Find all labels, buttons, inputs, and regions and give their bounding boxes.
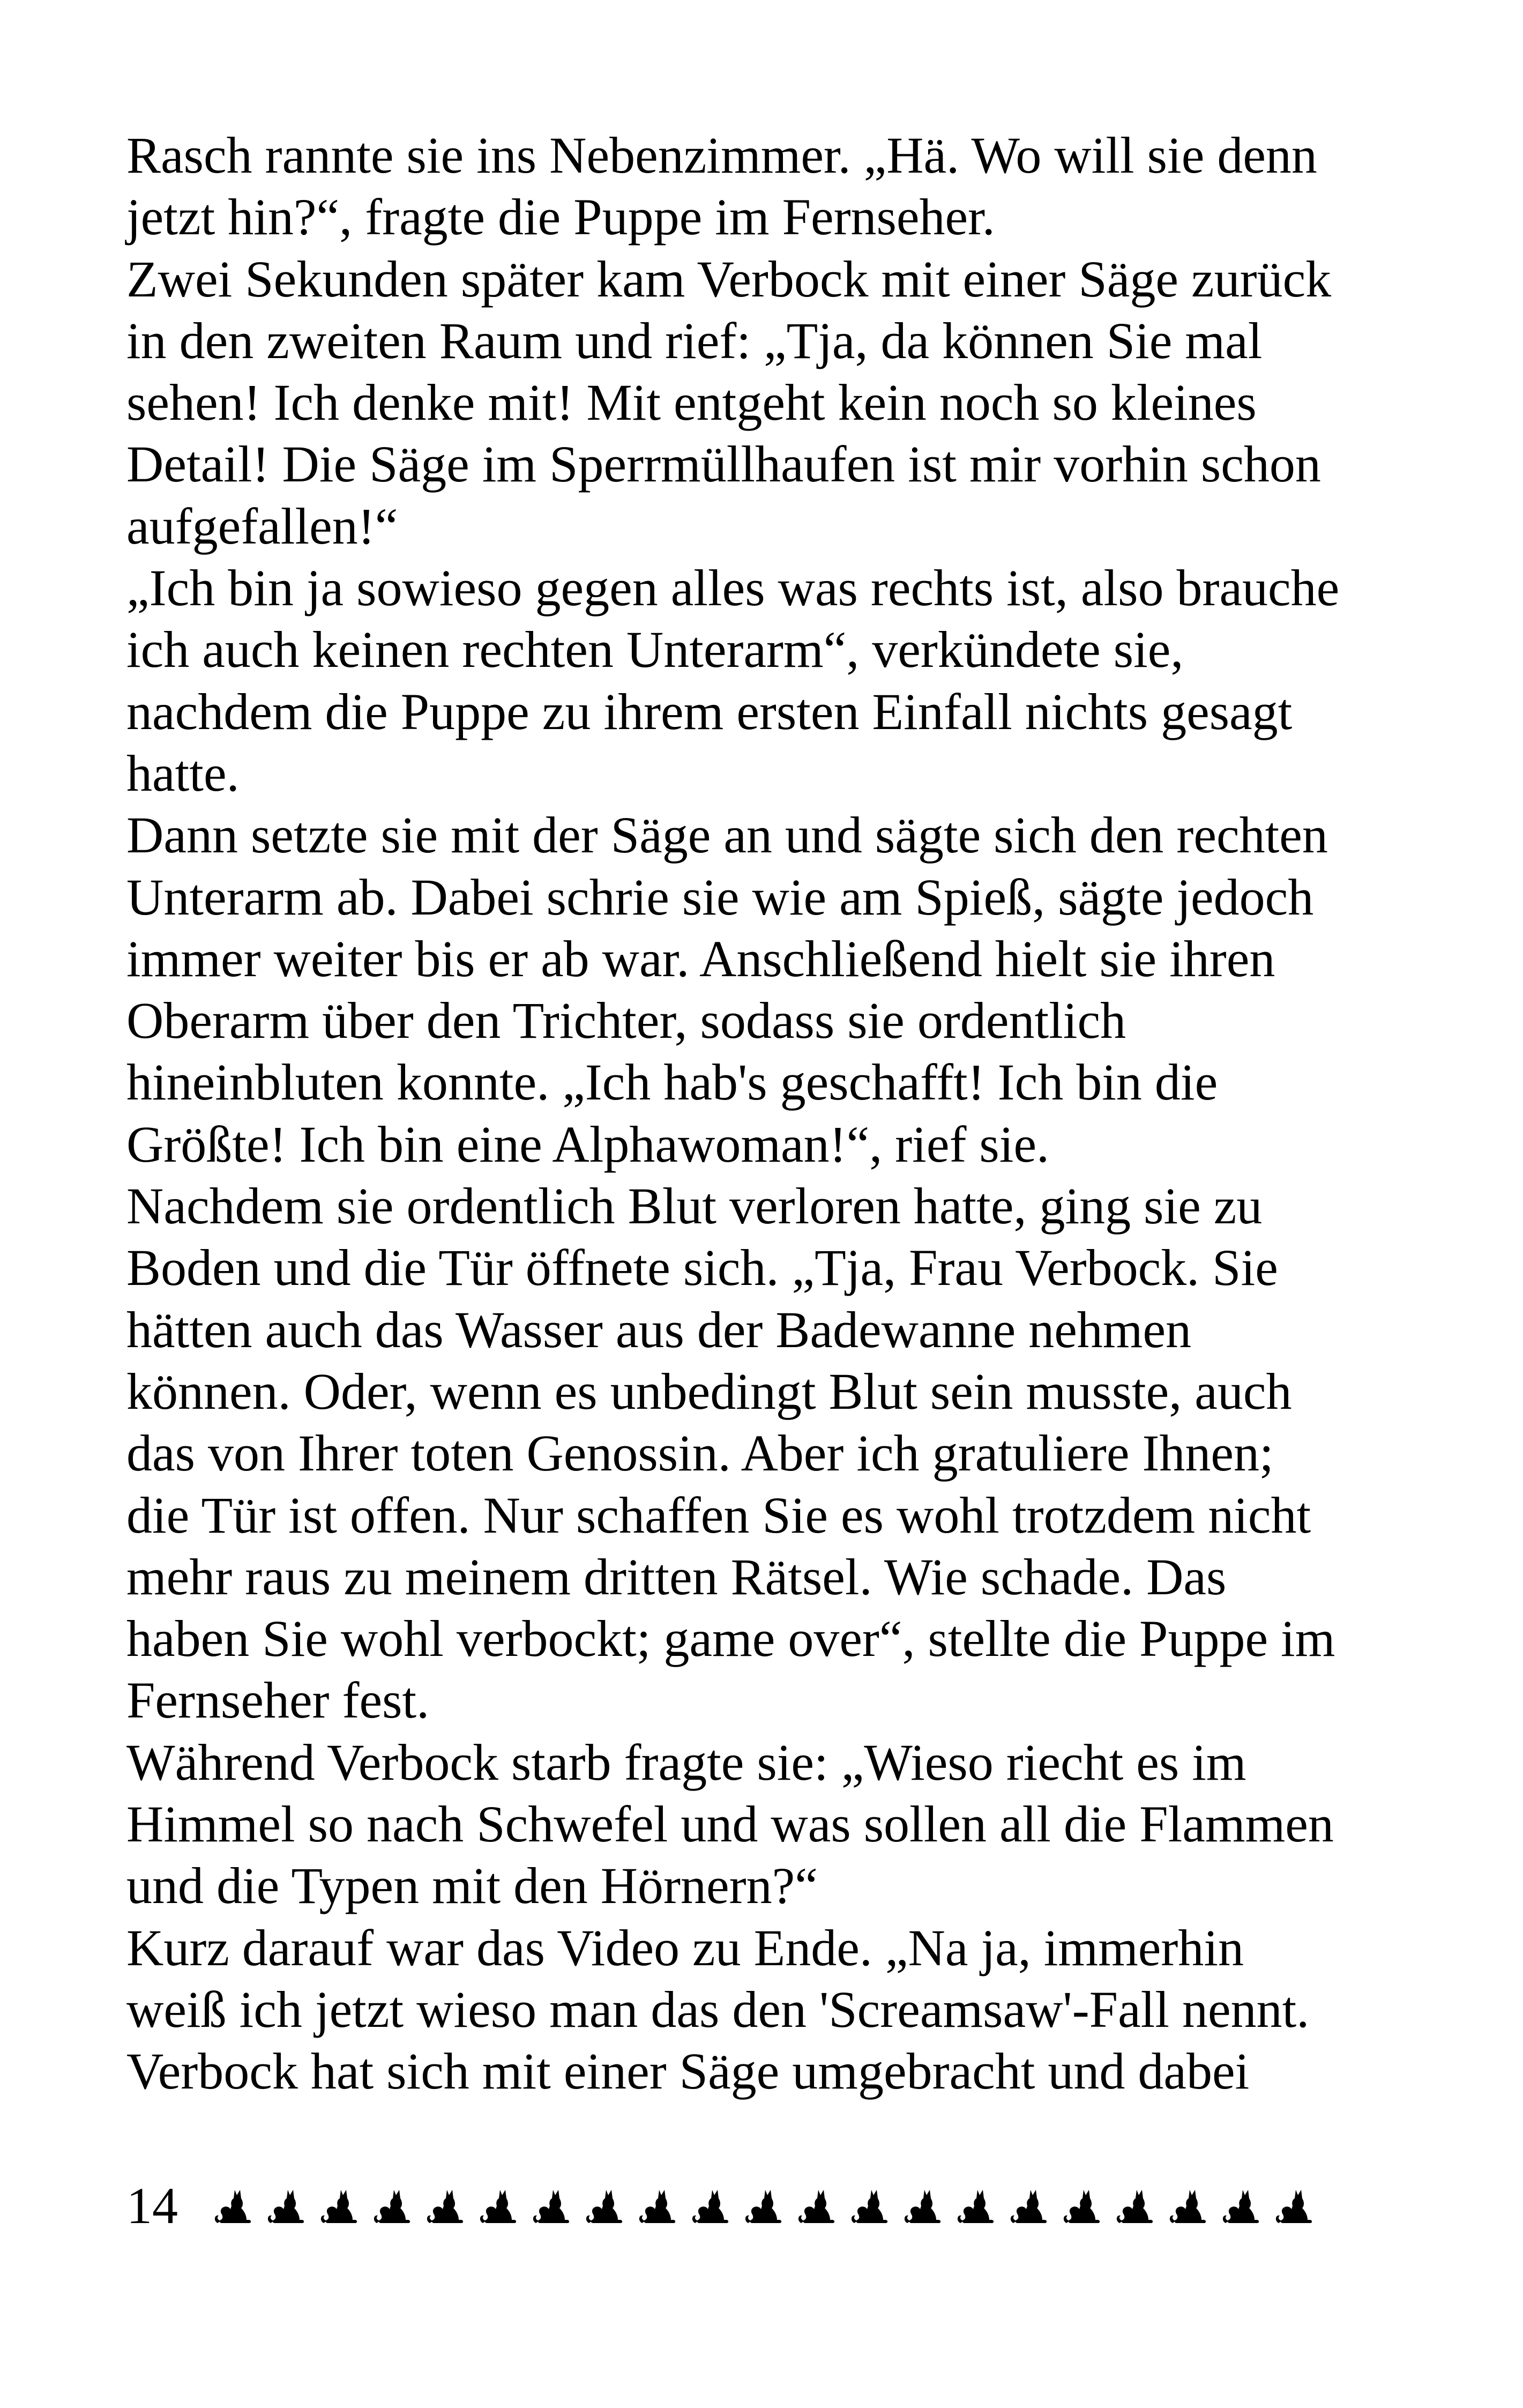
text-line: hätten auch das Wasser aus der Badewanne nehmen [126,1300,1192,1358]
cat-silhouette-icon [1219,2184,1262,2227]
text-line: und die Typen mit den Hörnern?“ [126,1857,818,1915]
text-line: das von Ihrer toten Genossin. Aber ich gratuliere Ihnen; [126,1424,1274,1482]
text-line: weiß ich jetzt wieso man das den 'Screamsaw'-Fall nennt. [126,1980,1310,2038]
text-line: Unterarm ab. Dabei schrie sie wie am Spieß, sägte jedoch [126,868,1314,926]
cat-silhouette-icon [848,2184,891,2227]
text-line: die Tür ist offen. Nur schaffen Sie es wohl trotzdem nicht [126,1486,1311,1544]
cat-silhouette-icon [954,2184,997,2227]
text-line: Während Verbock starb fragte sie: „Wieso riecht es im [126,1733,1246,1791]
cat-silhouette-icon [583,2184,625,2227]
cat-silhouette-icon [742,2184,785,2227]
cat-silhouette-icon [211,2184,254,2227]
text-line: Nachdem sie ordentlich Blut verloren hatte, ging sie zu [126,1177,1263,1235]
text-line: aufgefallen!“ [126,497,398,555]
page-body-text [126,124,1423,2102]
cat-silhouette-icon [423,2184,466,2227]
text-line: Boden und die Tür öffnete sich. „Tja, Frau Verbock. Sie [126,1239,1278,1297]
text-line: ich auch keinen rechten Unterarm“, verkündete sie, [126,621,1184,679]
text-line: Zwei Sekunden später kam Verbock mit einer Säge zurück [126,250,1332,308]
text-line: Größte! Ich bin eine Alphawoman!“, rief sie. [126,1115,1050,1173]
text-line: Himmel so nach Schwefel und was sollen all die Flammen [126,1795,1334,1853]
cat-silhouette-icon [636,2184,678,2227]
text-line: hatte. [126,744,240,802]
cat-silhouette-icon [901,2184,944,2227]
cat-silhouette-icon [317,2184,360,2227]
text-line: Dann setzte sie mit der Säge an und sägte sich den rechten [126,806,1328,864]
cat-silhouette-icon [529,2184,572,2227]
text-line: nachdem die Puppe zu ihrem ersten Einfall nichts gesagt [126,682,1293,740]
text-line: immer weiter bis er ab war. Anschließend hielt sie ihren [126,930,1275,987]
text-line: in den zweiten Raum und rief: „Tja, da können Sie mal [126,311,1263,369]
text-line: mehr raus zu meinem dritten Rätsel. Wie schade. Das [126,1548,1227,1606]
text-line: Verbock hat sich mit einer Säge umgebracht und dabei [126,2042,1250,2100]
cat-silhouette-icon [795,2184,838,2227]
footer-ornament-row [211,2184,1315,2227]
cat-silhouette-icon [1166,2184,1209,2227]
text-line: Oberarm über den Trichter, sodass sie ordentlich [126,992,1126,1050]
text-line: haben Sie wohl verbockt; game over“, stellte die Puppe im [126,1610,1335,1668]
cat-silhouette-icon [689,2184,731,2227]
page-number: 14 [126,2177,178,2234]
text-line: Fernseher fest. [126,1671,430,1729]
cat-silhouette-icon [1060,2184,1103,2227]
text-line: Rasch rannte sie ins Nebenzimmer. „Hä. Wo will sie denn [126,127,1317,184]
cat-silhouette-icon [476,2184,519,2227]
cat-silhouette-icon [1007,2184,1050,2227]
text-line: können. Oder, wenn es unbedingt Blut sein musste, auch [126,1362,1292,1420]
text-line: „Ich bin ja sowieso gegen alles was rechts ist, also brauche [126,559,1340,617]
cat-silhouette-icon [1113,2184,1156,2227]
text-line: hineinbluten konnte. „Ich hab's geschafft! Ich bin die [126,1053,1218,1111]
cat-silhouette-icon [264,2184,307,2227]
text-line: Kurz darauf war das Video zu Ende. „Na ja, immerhin [126,1919,1244,1976]
page-footer [126,2174,1315,2238]
text-line: sehen! Ich denke mit! Mit entgeht kein noch so kleines [126,374,1257,432]
text-line: jetzt hin?“, fragte die Puppe im Fernseher. [126,188,995,246]
cat-silhouette-icon [370,2184,413,2227]
text-line: Detail! Die Säge im Sperrmüllhaufen ist mir vorhin schon [126,435,1321,493]
cat-silhouette-icon [1272,2184,1315,2227]
